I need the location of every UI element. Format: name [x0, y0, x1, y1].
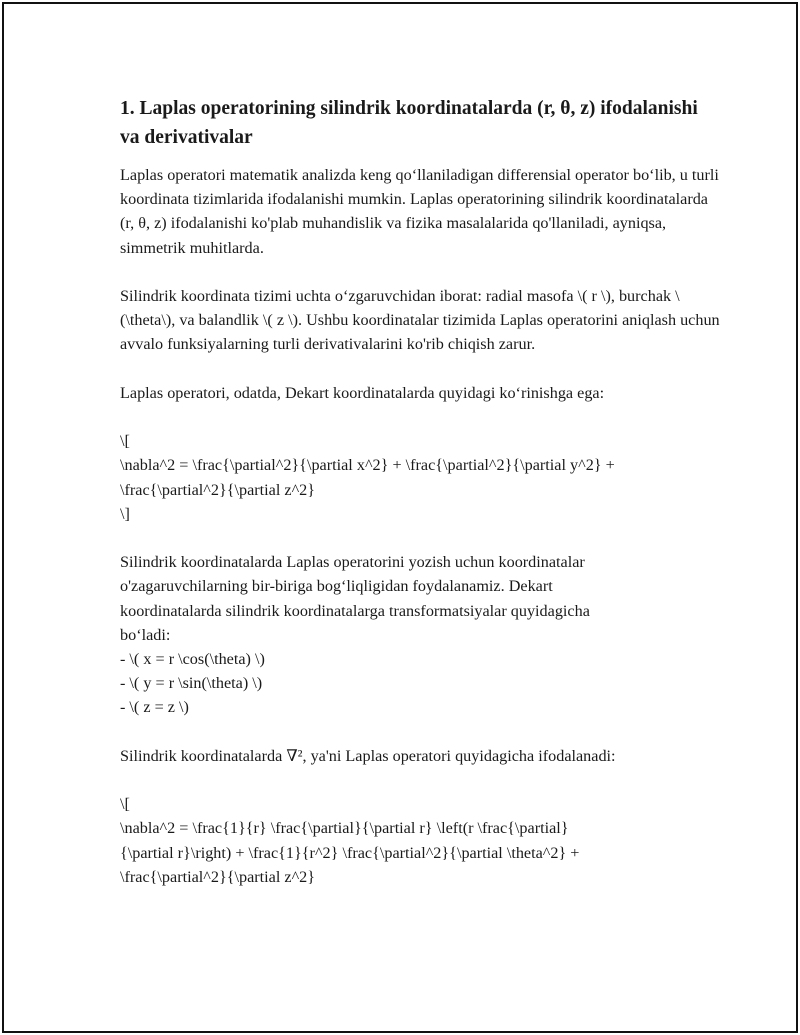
paragraph-coordinates: Silindrik koordinata tizimi uchta oʻzgaruvchidan iborat: radial masofa \( r \), burchak \(\theta\), va balandlik \( z \). Ushbu koordinatalar tizimida Laplas operatorini aniqlash uchun avvalo funksiyalarning turli derivativalarini ko'rib chiqish zarur. — [120, 287, 720, 354]
paragraph-gap — [120, 405, 720, 429]
paragraph-gap — [120, 526, 720, 550]
paragraph-gap — [120, 720, 720, 744]
document-title: 1. Laplas operatorining silindrik koordinatalarda (r, θ, z) ifodalanishi va derivativalar — [120, 98, 698, 148]
equation-cartesian-laplacian: \[ \nabla^2 = \frac{\partial^2}{\partial x^2} + \frac{\partial^2}{\partial y^2} + \frac{\partial^2}{\partial z^2} \] — [120, 432, 615, 523]
paragraph-intro: Laplas operatori matematik analizda keng qoʻllaniladigan differensial operator boʻlib, u turli koordinata tizimlarida ifodalanishi mumkin. Laplas operatorining silindrik koordinatalarda (r, θ, z) ifodalanishi ko'plab muhandislik va fizika masalalarida qo'llaniladi, ayniqsa, simmetrik muhitlarda. — [120, 166, 719, 257]
paragraph-cartesian-intro: Laplas operatori, odatda, Dekart koordinatalarda quyidagi koʻrinishga ega: — [120, 383, 605, 402]
paragraph-transformations: Silindrik koordinatalarda Laplas operatorini yozish uchun koordinatalar o'zagaruvchilarning bir-biriga bogʻliqligidan foydalanamiz. Dekart koordinatalarda silindrik koordinatalarga transformatsiyalar quyidagicha boʻladi: - \( x = r \cos(\theta) \) - \( y = r \sin(\theta) \) - \( z = z \) — [120, 553, 590, 717]
paragraph-gap — [120, 357, 720, 381]
page-frame — [2, 2, 798, 1033]
equation-cylindrical-laplacian: \[ \nabla^2 = \frac{1}{r} \frac{\partial}{\partial r} \left(r \frac{\partial} {\partial r}\right) + \frac{1}{r^2} \frac{\partial^2}{\partial \theta^2} + \frac{\partial^2}{\partial z^2} — [120, 795, 580, 886]
document-body — [120, 94, 720, 889]
paragraph-gap — [120, 768, 720, 792]
paragraph-cylindrical-intro: Silindrik koordinatalarda ∇², ya'ni Laplas operatori quyidagicha ifodalanadi: — [120, 746, 616, 765]
paragraph-gap — [120, 260, 720, 284]
